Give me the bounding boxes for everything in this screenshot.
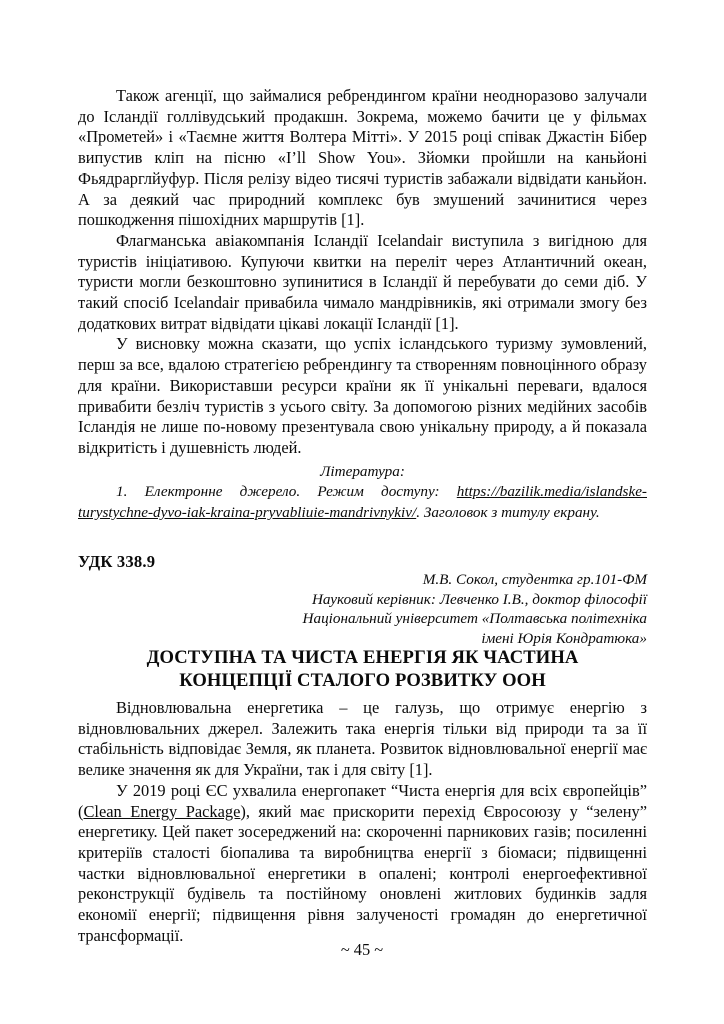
paragraph-text-before-term: У 2019 році ЄС ухвалила енергопакет “Чиста енергія для всіх європейців” ( — [78, 780, 647, 821]
affiliation-line-1: Національний університет «Полтавська політехніка — [302, 610, 647, 628]
reference-item — [78, 482, 647, 523]
article-title-line-2: КОНЦЕПЦІЇ СТАЛОГО РОЗВИТКУ ООН — [179, 669, 546, 691]
affiliation-line-2: імені Юрія Кондратюка» — [481, 629, 647, 647]
previous-article-body — [78, 86, 647, 523]
paragraph: Також агенції, що займалися ребрендингом країни неодноразово залучали до Ісландії голлівудський продакшн. Зокрема, можемо бачити це у фільмах «Прометей» і «Таємне життя Волтера Мітті». У 2015 році співак Джастін Бібер випустив кліп на пісню «I’ll Show You». Зйомки пройшли на каньйоні Фьядрарглйуфур. Після релізу відео тисячі туристів забажали відвідати каньйон. А за деякий час природний комплекс був змушений зачинитися через пошкодження пішохідних маршрутів [1]. — [78, 86, 647, 230]
author-block — [78, 570, 647, 648]
literature-heading: Література: — [320, 462, 405, 480]
current-article-body — [78, 698, 647, 946]
reference-suffix: . Заголовок з титулу екрану. — [416, 503, 600, 521]
paragraph-text-after-term: ), який має прискорити перехід Євросоюзу у “зелену” енергетику. Цей пакет зосереджений на: скороченні парникових газів; посиленні критеріїв сталості біопалива та виробництва енергії з біомаси; підвищенні частки відновлювальної енергетики в опалені; контролі енергоефективної реконструкції будівель та постійному оновлені житлових будинків задля економії енергії; підвищення рівня залученості громадян до енергетичної трансформації. — [78, 801, 647, 945]
paragraph: Відновлювальна енергетика – це галузь, що отримує енергію з відновлювальних джерел. Залежить така енергія тільки від природи та за її стабільність відповідає Земля, як планета. Розвиток відновлювальної енергії має велике значення як для України, так і для світу [1]. — [78, 698, 647, 780]
article-title — [78, 647, 647, 692]
page-number: ~ 45 ~ — [340, 940, 384, 959]
article-title-line-1: ДОСТУПНА ТА ЧИСТА ЕНЕРГІЯ ЯК ЧАСТИНА — [146, 647, 579, 668]
clean-energy-package-term[interactable]: Clean Energy Package — [83, 801, 241, 821]
paragraph: У висновку можна сказати, що успіх ісландського туризму зумовлений, перш за все, вдалою стратегією ребрендингу та створенням повноцінного образу для країни. Використавши ресурси країни як її унікальні переваги, вдалося привабити безліч туристів з усього світу. За допомогою різних медійних засобів Ісландія не лише по-новому презентувала свою унікальну природу, а й показала відкритість і душевність людей. — [78, 334, 647, 457]
udk-code: УДК 338.9 — [78, 552, 156, 571]
paragraph — [78, 781, 647, 947]
author-line: М.В. Сокол, студентка гр.101-ФМ — [422, 571, 647, 588]
reference-prefix: 1. Електронне джерело. Режим доступу: — [116, 483, 457, 501]
reference-url[interactable]: https://bazilik.media/islandske-turystychne-dyvo-iak-kraina-pryvabliuie-mandrivnykiv/ — [78, 483, 647, 521]
supervisor-line: Науковий керівник: Левченко І.В., доктор філософії — [311, 590, 647, 608]
paragraph: Флагманська авіакомпанія Ісландії Icelandair виступила з вигідною для туристів ініціативою. Купуючи квитки на переліт через Атлантичний океан, туристи могли безкоштовно зупинитися в Ісландії й перебувати до семи діб. У такий спосіб Icelandair привабила чимало мандрівників, які отримали змогу без додаткових витрат відвідати цікаві локації Ісландії [1]. — [78, 230, 647, 333]
